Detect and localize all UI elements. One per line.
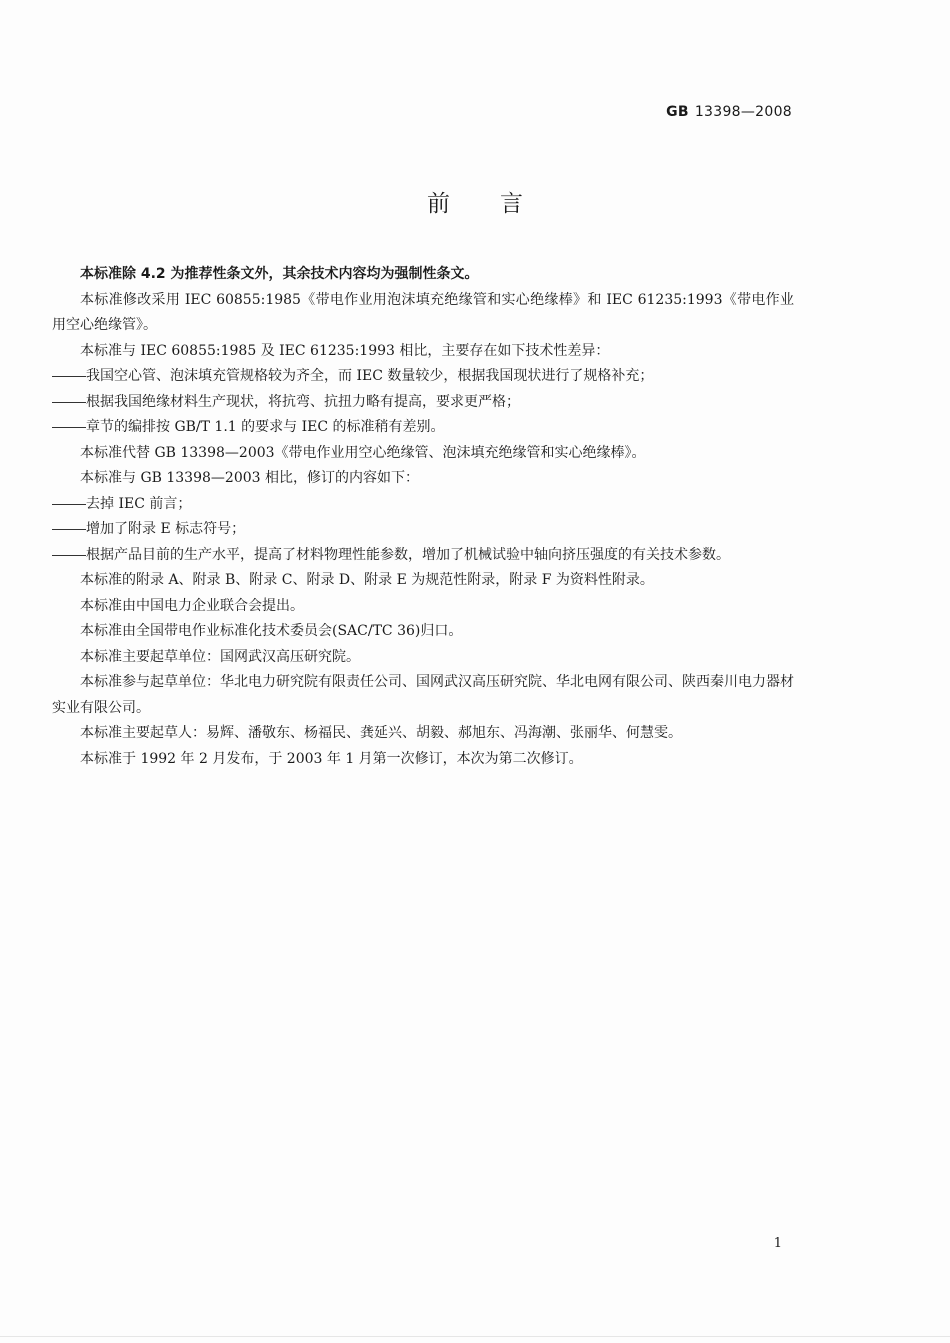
paragraph-replaces: 本标准代替 GB 13398—2003《带电作业用空心绝缘管、泡沫填充绝缘管和实心绝缘棒》。 — [80, 444, 646, 461]
list-item-revision-2: 增加了附录 E 标志符号； — [52, 517, 794, 543]
standard-number: 13398—2008 — [694, 104, 792, 120]
paragraph-history: 本标准于 1992 年 2 月发布，于 2003 年 1 月第一次修订，本次为第二次修订。 — [80, 750, 583, 767]
paragraph-under-jurisdiction: 本标准由全国带电作业标准化技术委员会(SAC/TC 36)归口。 — [80, 623, 463, 639]
dash-mark — [52, 555, 86, 556]
paragraph-differences-intro: 本标准与 IEC 60855:1985 及 IEC 61235:1993 相比，主要存在如下技术性差异： — [80, 342, 610, 359]
dash-mark — [52, 376, 86, 377]
paragraph-main-drafters: 本标准主要起草人：易辉、潘敬东、杨福民、龚延兴、胡毅、郝旭东、冯海潮、张丽华、何慧雯。 — [80, 725, 682, 741]
list-item-revision-3: 根据产品目前的生产水平，提高了材料物理性能参数，增加了机械试验中轴向挤压强度的有关技术参数。 — [52, 543, 794, 569]
list-item-difference-2: 根据我国绝缘材料生产现状，将抗弯、抗扭力略有提高，要求更严格； — [52, 390, 794, 416]
list-item-difference-1: 我国空心管、泡沫填充管规格较为齐全，而 IEC 数量较少，根据我国现状进行了规格补充； — [52, 364, 794, 390]
dash-mark — [52, 504, 86, 505]
paragraph-adoption: 本标准修改采用 IEC 60855:1985《带电作业用泡沫填充绝缘管和实心绝缘棒》和 IEC 61235:1993《带电作业用空心绝缘管》。 — [52, 291, 794, 333]
foreword-body — [52, 262, 794, 772]
list-item-revision-1: 去掉 IEC 前言； — [52, 492, 794, 518]
bottom-divider — [0, 1336, 950, 1337]
list-item-difference-3: 章节的编排按 GB/T 1.1 的要求与 IEC 的标准稍有差别。 — [52, 415, 794, 441]
paragraph-participating-units: 本标准参与起草单位：华北电力研究院有限责任公司、国网武汉高压研究院、华北电网有限公司、陕西秦川电力器材实业有限公司。 — [52, 674, 794, 716]
page-title: 前言 — [427, 191, 573, 217]
dash-mark — [52, 402, 86, 403]
standard-prefix: GB — [666, 104, 689, 120]
standard-code — [666, 104, 792, 120]
paragraph-mandatory-note: 本标准除 4.2 为推荐性条文外，其余技术内容均为强制性条文。 — [80, 266, 479, 282]
paragraph-revisions-intro: 本标准与 GB 13398—2003 相比，修订的内容如下： — [80, 470, 419, 486]
dash-mark — [52, 427, 86, 428]
paragraph-main-drafting-unit: 本标准主要起草单位：国网武汉高压研究院。 — [80, 648, 360, 665]
paragraph-proposed-by: 本标准由中国电力企业联合会提出。 — [80, 597, 304, 614]
dash-mark — [52, 529, 86, 530]
page-number: 1 — [773, 1236, 782, 1251]
paragraph-annexes: 本标准的附录 A、附录 B、附录 C、附录 D、附录 E 为规范性附录，附录 F 为资料性附录。 — [80, 572, 654, 588]
